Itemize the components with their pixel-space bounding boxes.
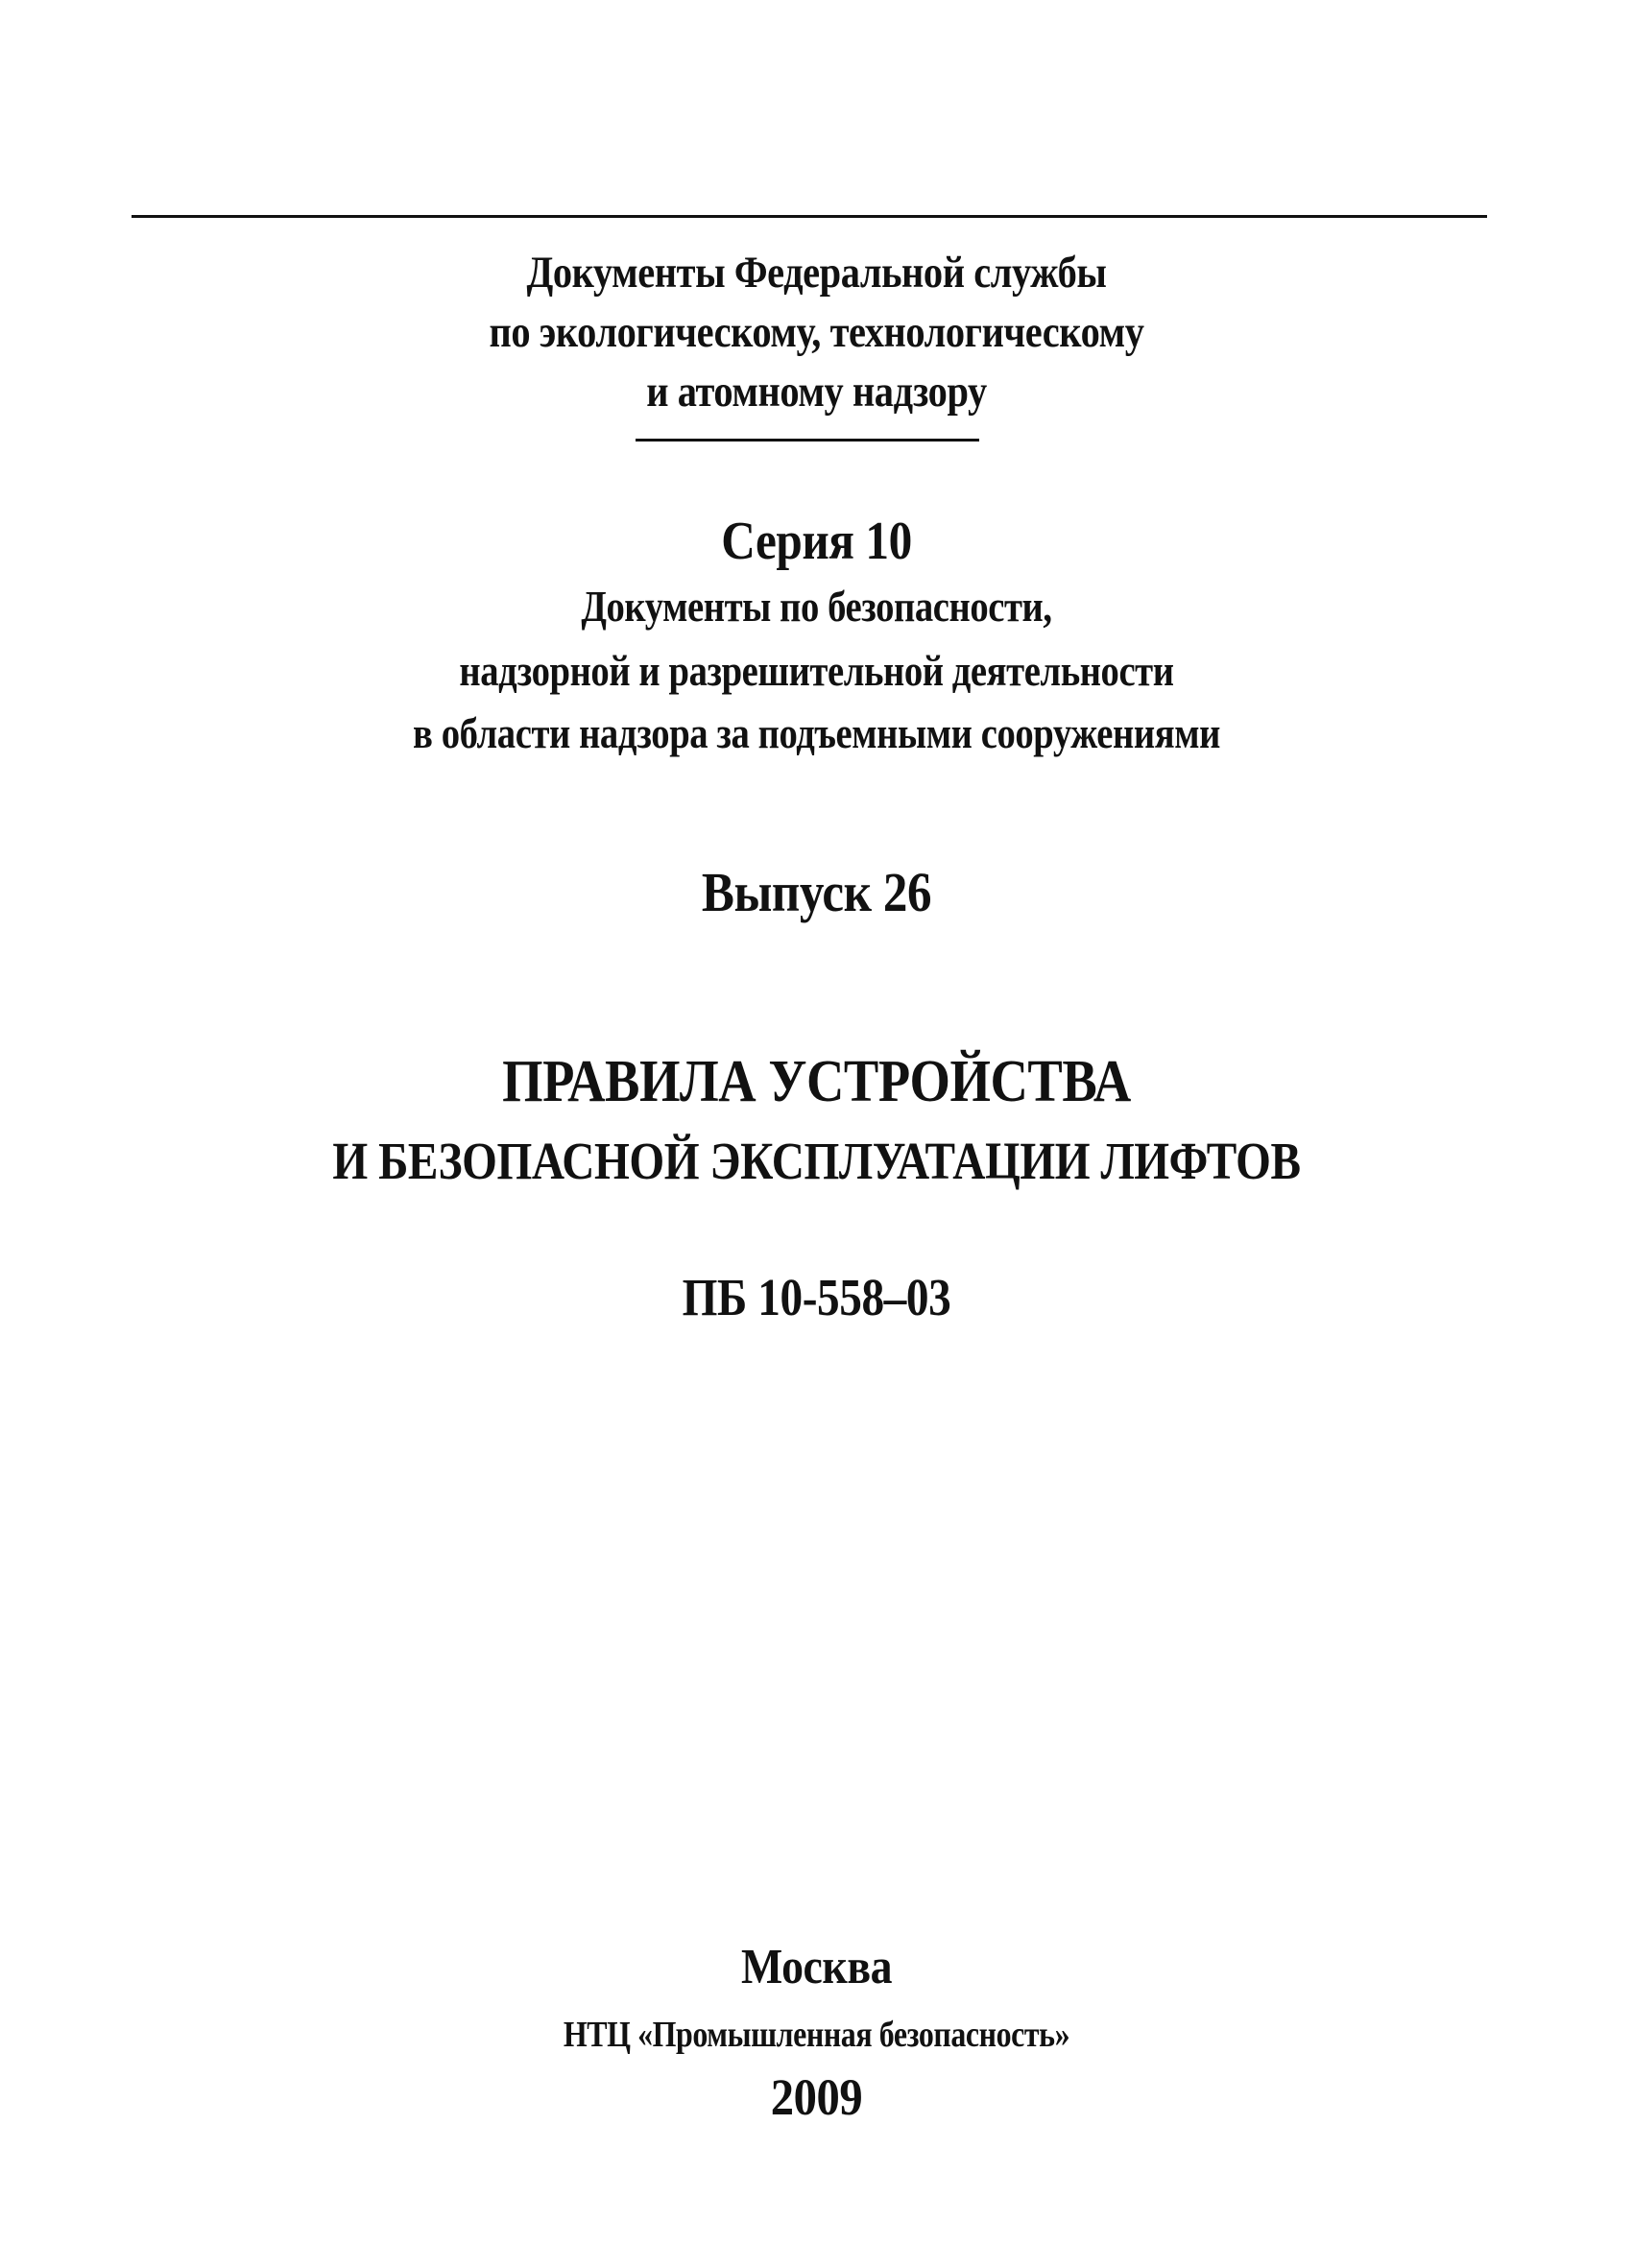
series-description-line-3: в области надзора за подъемными сооружениями: [413, 708, 1220, 757]
series-description-line-2: надзорной и разрешительной деятельности: [459, 646, 1174, 695]
agency-line-1: Документы Федеральной службы: [526, 248, 1107, 298]
document-code: ПБ 10-558–03: [682, 1268, 951, 1326]
imprint-publisher: НТЦ «Промышленная безопасность»: [563, 2015, 1070, 2055]
imprint-year: 2009: [770, 2068, 863, 2126]
series-number: Серия 10: [721, 512, 912, 571]
issue-number: Выпуск 26: [701, 861, 932, 923]
document-title-line-2: И БЕЗОПАСНОЙ ЭКСПЛУАТАЦИИ ЛИФТОВ: [332, 1132, 1301, 1190]
document-title-line-1: ПРАВИЛА УСТРОЙСТВА: [502, 1049, 1131, 1114]
agency-line-2: по экологическому, технологическому: [489, 307, 1144, 357]
imprint-city: Москва: [740, 1940, 893, 1994]
separator-rule: [636, 439, 979, 442]
series-description-line-1: Документы по безопасности,: [581, 582, 1052, 631]
top-rule: [132, 215, 1487, 218]
agency-line-3: и атомному надзору: [646, 367, 987, 417]
